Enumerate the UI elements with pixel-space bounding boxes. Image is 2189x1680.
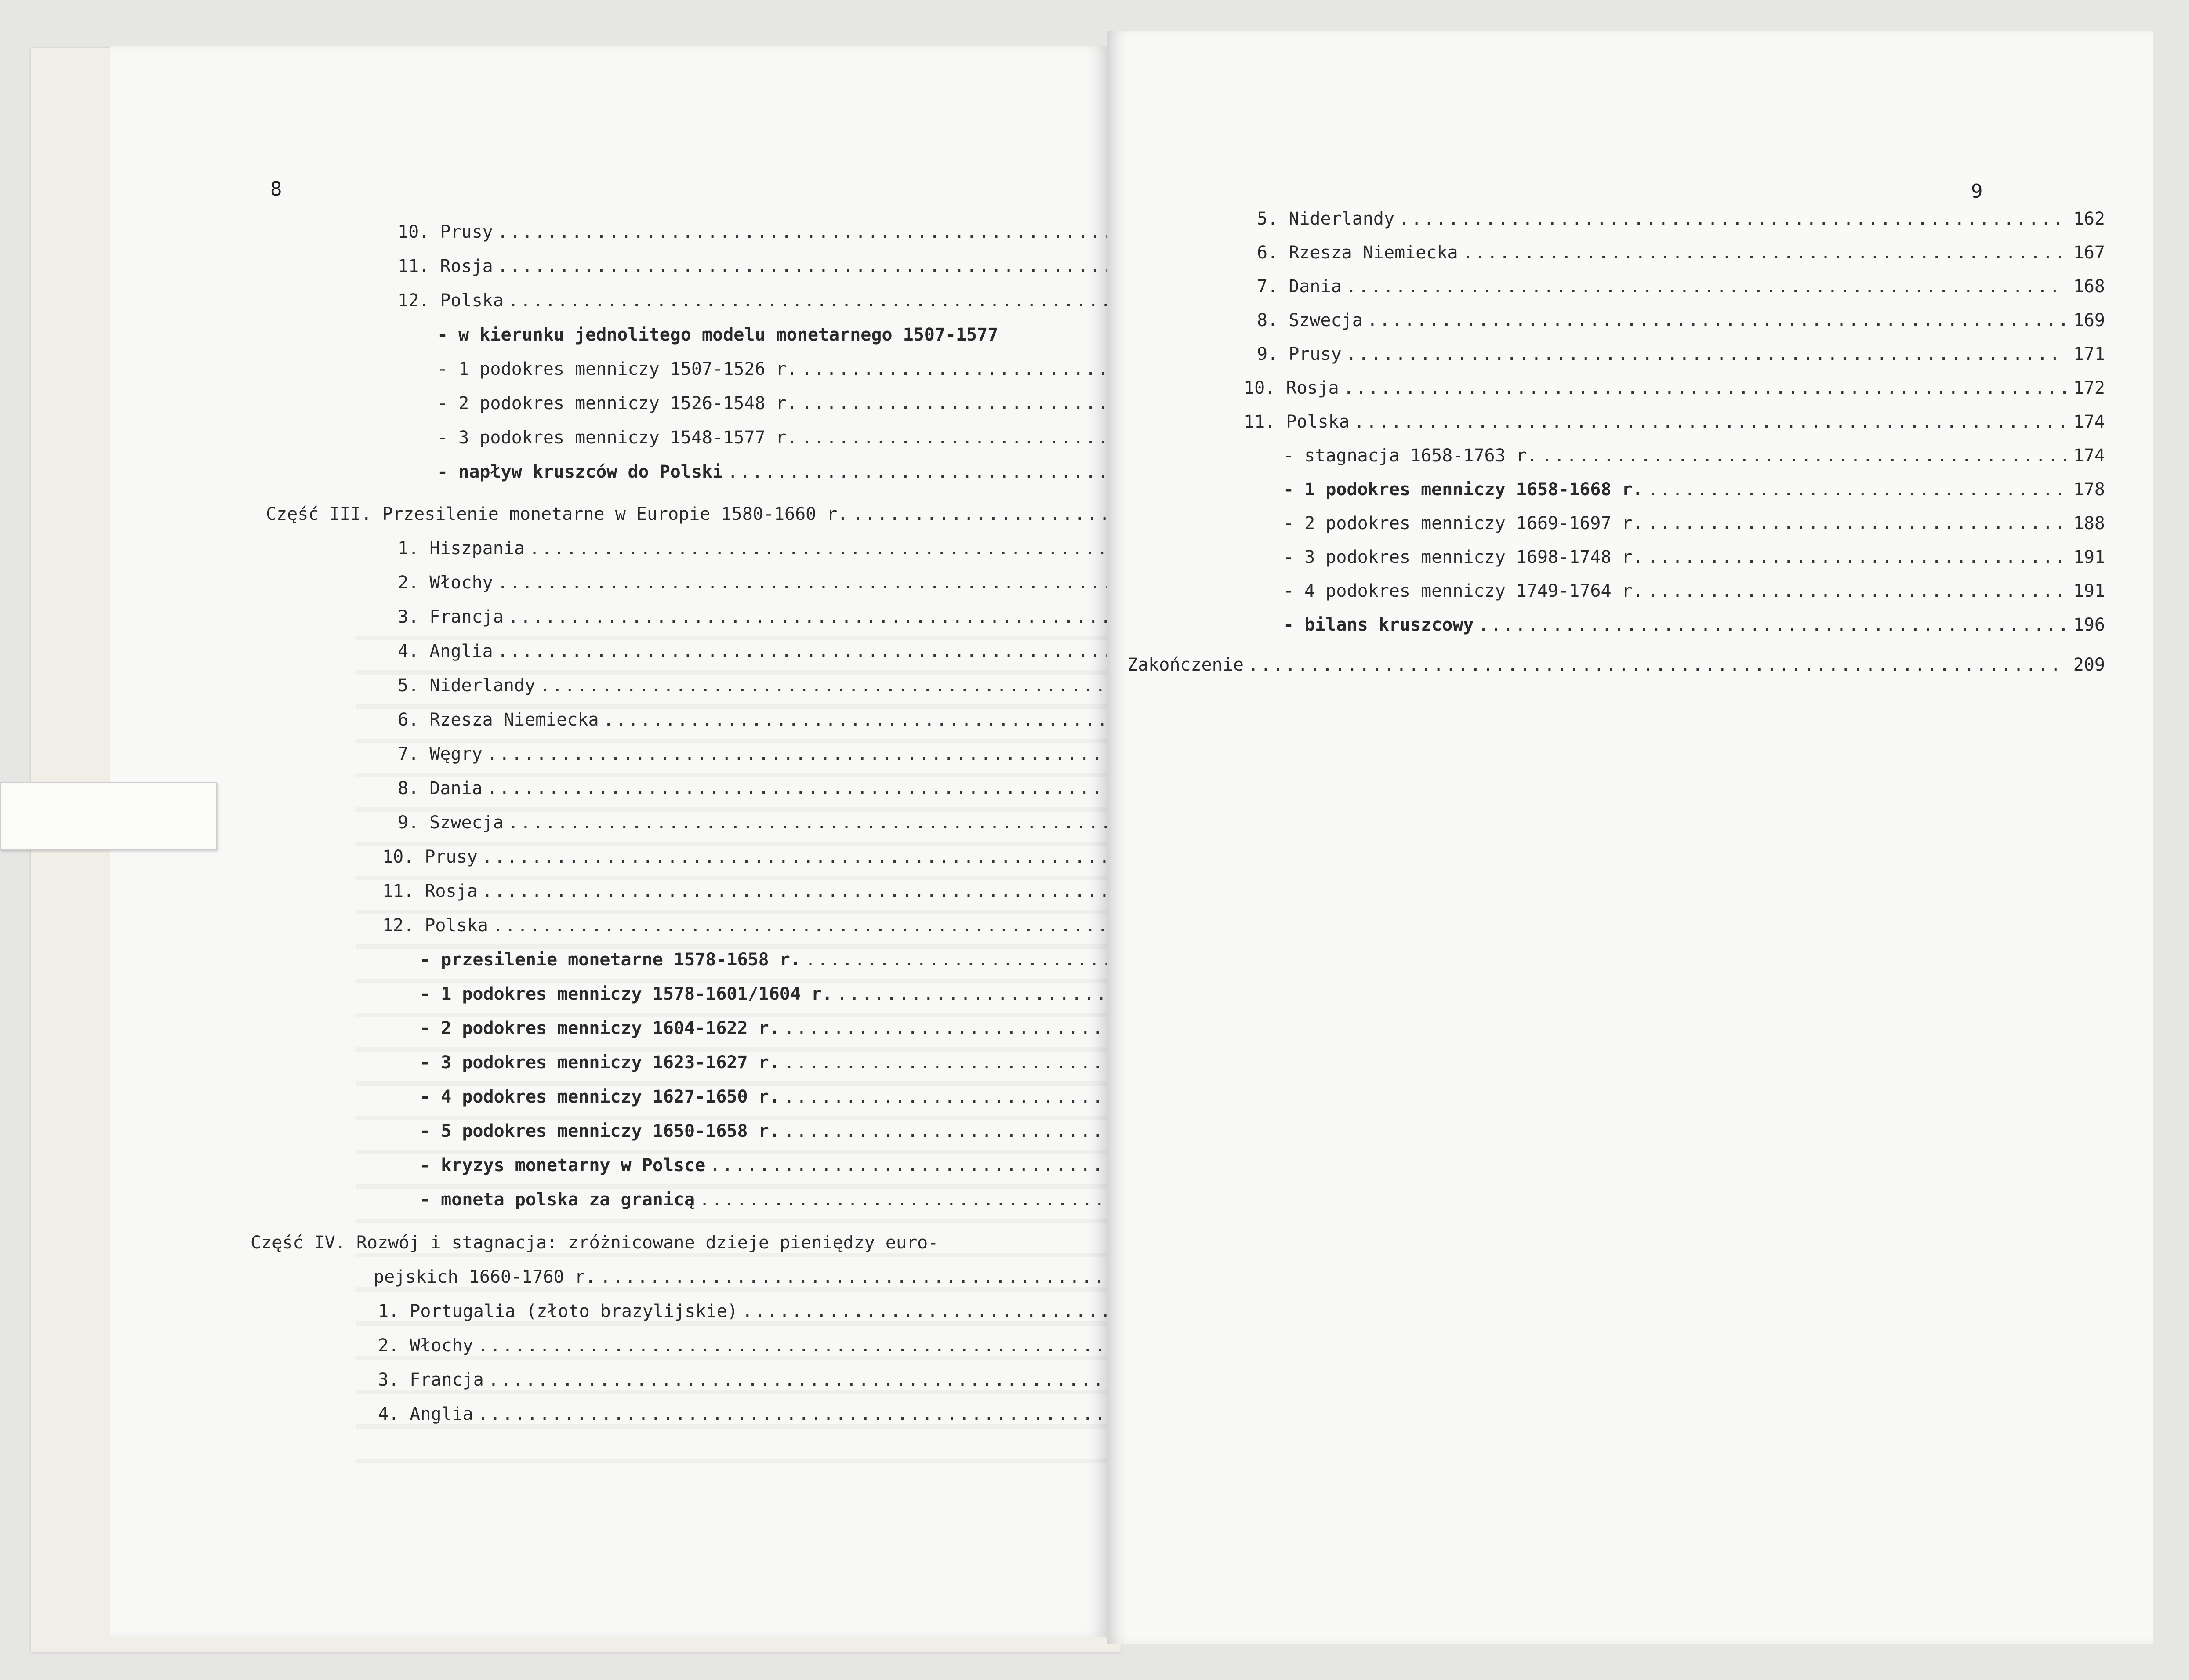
toc-entry (398, 256, 1107, 283)
toc-entry-label: 5. Niderlandy (1257, 209, 1395, 229)
toc-entry-label: - 4 podokres menniczy 1749-1764 r. (1283, 581, 1643, 601)
left-page (110, 46, 1107, 1637)
toc-entry-label: 1. Hiszpania (398, 538, 525, 559)
toc-entry-label: Część IV. Rozwój i stagnacja: zróżnicowane dzieje pieniędzy euro- (250, 1233, 939, 1253)
toc-entry (1257, 310, 2105, 337)
leader-dots (784, 1052, 1107, 1073)
leader-dots (497, 256, 1107, 276)
toc-entry (1257, 344, 2105, 371)
toc-entry (420, 1155, 1107, 1183)
toc-entry-label: 8. Dania (398, 778, 483, 798)
leader-dots (493, 915, 1107, 936)
toc-entry-label: - 1 podokres menniczy 1578-1601/1604 r. (420, 984, 833, 1004)
toc-entry (398, 641, 1107, 668)
leader-dots (478, 1404, 1107, 1424)
leader-dots (487, 744, 1107, 764)
toc-entry (1244, 378, 2105, 405)
toc-entry (398, 744, 1107, 771)
leader-dots (727, 462, 1107, 482)
leader-dots (1463, 243, 2066, 263)
leader-dots (802, 428, 1107, 448)
leader-dots (497, 573, 1107, 593)
toc-entry (437, 359, 1107, 386)
leader-dots (1648, 547, 2066, 567)
leader-dots (1399, 209, 2066, 229)
toc-entry (420, 1052, 1107, 1080)
right-page (1107, 31, 2153, 1644)
toc-entry-label: - 3 podokres menniczy 1623-1627 r. (420, 1052, 780, 1073)
leader-dots (784, 1121, 1107, 1141)
toc-entry-label: - 2 podokres menniczy 1669-1697 r. (1283, 513, 1643, 533)
toc-entry (398, 710, 1107, 737)
toc-entry-label: 6. Rzesza Niemiecka (398, 710, 599, 730)
leader-dots (540, 675, 1107, 696)
toc-entry-label: 2. Włochy (398, 573, 493, 593)
leader-dots (784, 1018, 1107, 1038)
toc-entry (420, 1121, 1107, 1148)
toc-part-heading (250, 1233, 1107, 1260)
leader-dots (837, 984, 1107, 1004)
leader-dots (1648, 581, 2066, 601)
toc-entry-label: - 4 podokres menniczy 1627-1650 r. (420, 1087, 780, 1107)
leader-dots (1343, 378, 2066, 398)
toc-entry (1283, 513, 2105, 541)
toc-entry-page: 172 (2073, 378, 2105, 398)
toc-entry (1283, 446, 2105, 473)
leader-dots (710, 1155, 1107, 1176)
toc-entry (398, 607, 1107, 634)
leader-dots (1248, 655, 2066, 675)
toc-entry (1283, 581, 2105, 608)
toc-entry-label: 12. Polska (398, 290, 504, 311)
toc-entry (378, 1370, 1107, 1397)
toc-entry (378, 1335, 1107, 1363)
toc-entry-page: 196 (2073, 615, 2105, 635)
toc-entry-label: 1. Portugalia (złoto brazylijskie) (378, 1301, 738, 1321)
toc-entry-label: - moneta polska za granicą (420, 1190, 695, 1210)
toc-entry-label: 4. Anglia (398, 641, 493, 661)
toc-entry-label: - 3 podokres menniczy 1548-1577 r. (437, 428, 797, 448)
leader-dots (508, 290, 1107, 311)
toc-entry-page: 191 (2073, 547, 2105, 567)
toc-entry (1283, 547, 2105, 574)
toc-entry-label: 11. Polska (1244, 412, 1350, 432)
leader-dots (1542, 446, 2066, 466)
leader-dots (600, 1267, 1107, 1287)
toc-entry-label: - 2 podokres menniczy 1526-1548 r. (437, 393, 797, 414)
toc-entry (1244, 412, 2105, 439)
toc-entry (398, 675, 1107, 703)
toc-entry-page: 167 (2073, 243, 2105, 263)
leader-dots (1367, 310, 2066, 330)
toc-entry-page: 191 (2073, 581, 2105, 601)
toc-entry (1257, 209, 2105, 236)
toc-entry-label: - przesilenie monetarne 1578-1658 r. (420, 950, 801, 970)
toc-entry-label: - kryzys monetarny w Polsce (420, 1155, 706, 1176)
toc-entry-label: 10. Rosja (1244, 378, 1339, 398)
toc-entry-page: 174 (2073, 412, 2105, 432)
toc-entry-label: - 5 podokres menniczy 1650-1658 r. (420, 1121, 780, 1141)
toc-entry (420, 1087, 1107, 1114)
toc-entry-label: - stagnacja 1658-1763 r. (1283, 446, 1537, 466)
toc-entry-page: 171 (2073, 344, 2105, 364)
leader-dots (1648, 513, 2066, 533)
toc-entry-label: 3. Francja (378, 1370, 484, 1390)
leader-dots (529, 538, 1107, 559)
leader-dots (802, 393, 1107, 414)
toc-entry-label: 11. Rosja (382, 881, 478, 901)
leader-dots (482, 847, 1107, 867)
toc-entry (398, 813, 1107, 840)
toc-entry-label: - w kierunku jednolitego modelu monetarnego 1507-1577 (437, 325, 998, 345)
toc-entry-label: - 3 podokres menniczy 1698-1748 r. (1283, 547, 1643, 567)
toc-entry (437, 428, 1107, 455)
leader-dots (487, 778, 1107, 798)
leader-dots (1346, 276, 2066, 297)
left-toc (110, 46, 1107, 1637)
toc-entry (420, 1018, 1107, 1045)
toc-entry-label: 10. Prusy (382, 847, 478, 867)
toc-entry (1283, 615, 2105, 642)
toc-entry (398, 778, 1107, 806)
leader-dots (497, 641, 1107, 661)
toc-entry-page: 174 (2073, 446, 2105, 466)
toc-entry-label: 11. Rosja (398, 256, 493, 276)
leader-dots (805, 950, 1107, 970)
toc-entry-label: 9. Szwecja (398, 813, 504, 833)
toc-entry (1127, 655, 2105, 682)
leader-dots (1478, 615, 2066, 635)
leader-dots (1346, 344, 2066, 364)
leader-dots (508, 813, 1107, 833)
leader-dots (784, 1087, 1107, 1107)
toc-entry-label: Część III. Przesilenie monetarne w Europie 1580-1660 r. (266, 504, 848, 524)
toc-entry (382, 847, 1107, 874)
leader-dots (508, 607, 1107, 627)
toc-entry-label: 12. Polska (382, 915, 488, 936)
leader-dots (497, 222, 1107, 242)
right-toc (1107, 31, 2153, 1644)
toc-entry-label: pejskich 1660-1760 r. (374, 1267, 596, 1287)
toc-entry (374, 1267, 1107, 1294)
toc-entry (1257, 243, 2105, 270)
leader-dots (853, 504, 1107, 524)
toc-entry-label: 7. Dania (1257, 276, 1342, 297)
toc-entry-label: - 2 podokres menniczy 1604-1622 r. (420, 1018, 780, 1038)
toc-entry-label: 3. Francja (398, 607, 504, 627)
toc-part-heading (266, 504, 1107, 531)
toc-entry (382, 881, 1107, 908)
toc-entry-label: 8. Szwecja (1257, 310, 1363, 330)
leader-dots (802, 359, 1107, 379)
leader-dots (699, 1190, 1107, 1210)
toc-entry-label: 5. Niderlandy (398, 675, 536, 696)
leader-dots (482, 881, 1107, 901)
leader-dots (488, 1370, 1107, 1390)
leader-dots (1648, 479, 2066, 500)
toc-entry-page: 162 (2073, 209, 2105, 229)
toc-entry-page: 169 (2073, 310, 2105, 330)
leader-dots (478, 1335, 1107, 1356)
toc-entry (398, 222, 1107, 249)
toc-entry-label: Zakończenie (1127, 655, 1244, 675)
toc-entry-label: 4. Anglia (378, 1404, 473, 1424)
toc-entry (398, 573, 1107, 600)
toc-entry (437, 462, 1107, 489)
toc-entry-label: 6. Rzesza Niemiecka (1257, 243, 1458, 263)
toc-entry-page: 188 (2073, 513, 2105, 533)
toc-entry-label: 7. Węgry (398, 744, 483, 764)
toc-entry-label: 9. Prusy (1257, 344, 1342, 364)
toc-entry (420, 984, 1107, 1011)
toc-entry (378, 1404, 1107, 1431)
toc-entry-label: 2. Włochy (378, 1335, 473, 1356)
bookmark-strip (0, 782, 217, 850)
toc-entry-label: - 1 podokres menniczy 1507-1526 r. (437, 359, 797, 379)
toc-entry-page: 168 (2073, 276, 2105, 297)
leader-dots (1354, 412, 2066, 432)
leader-dots (603, 710, 1107, 730)
toc-entry (437, 393, 1107, 421)
toc-entry (1257, 276, 2105, 304)
toc-entry (437, 325, 1107, 352)
toc-entry (378, 1301, 1107, 1328)
toc-entry (382, 915, 1107, 943)
toc-entry-label: - napływ kruszców do Polski (437, 462, 723, 482)
toc-entry (1283, 479, 2105, 507)
toc-entry (398, 290, 1107, 318)
toc-entry (420, 950, 1107, 977)
left-page-number: 8 (270, 178, 282, 200)
toc-entry (398, 538, 1107, 566)
toc-entry-page: 209 (2073, 655, 2105, 675)
toc-entry-label: 10. Prusy (398, 222, 493, 242)
leader-dots (742, 1301, 1107, 1321)
toc-entry-label: - bilans kruszcowy (1283, 615, 1474, 635)
toc-entry-label: - 1 podokres menniczy 1658-1668 r. (1283, 479, 1643, 500)
right-page-number: 9 (1971, 180, 1983, 203)
toc-entry-page: 178 (2073, 479, 2105, 500)
toc-entry (420, 1190, 1107, 1217)
